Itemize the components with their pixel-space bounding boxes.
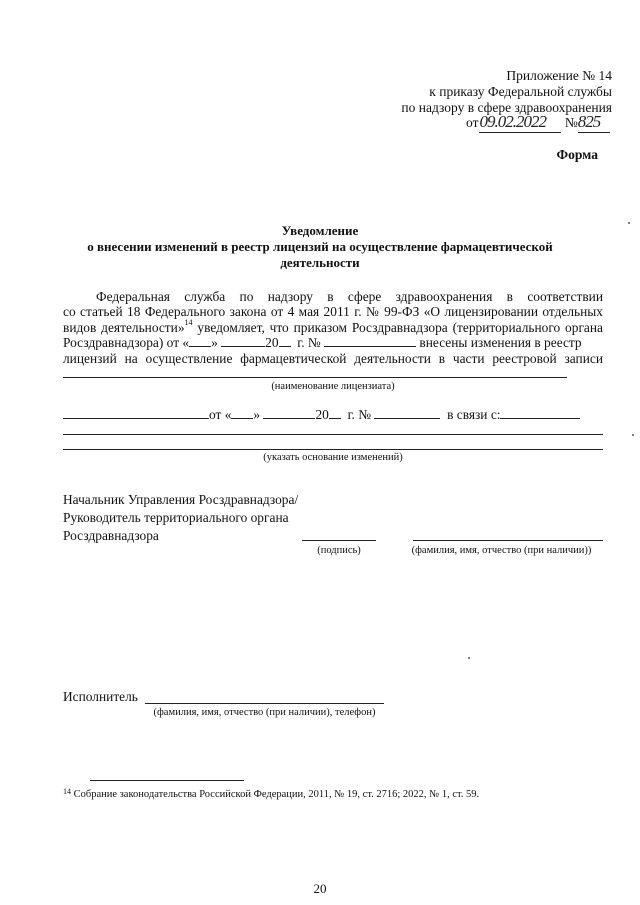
- signature-caption: (подпись): [317, 545, 361, 556]
- paragraph-line-1: Федеральная служба по надзору в сфере здравоохранения в соответствии: [96, 289, 603, 304]
- number-prefix: №: [564, 115, 578, 130]
- page-number: 20: [313, 881, 327, 896]
- scan-speck: [628, 222, 630, 224]
- order-number-blank[interactable]: [324, 335, 416, 347]
- basis-line-2[interactable]: [63, 449, 603, 450]
- appendix-agency-line: по надзору в сфере здравоохранения: [401, 100, 612, 115]
- footnote-body: Собрание законодательства Российской Федерации, 2011, № 19, ст. 2716; 2022, № 1, ст. 59.: [71, 789, 480, 800]
- row-year-blank[interactable]: [329, 407, 341, 419]
- basis-line-1[interactable]: [63, 434, 603, 435]
- scan-speck: [468, 657, 470, 659]
- order-date-close: »: [211, 335, 218, 350]
- registry-entry-blank[interactable]: [63, 407, 209, 419]
- document-subtitle-line2: деятельности: [280, 255, 360, 270]
- year-blank[interactable]: [279, 335, 291, 347]
- document-title: Уведомление: [281, 223, 359, 238]
- row-number-label: г. №: [347, 407, 372, 422]
- basis-caption: (указать основание изменений): [263, 452, 403, 463]
- signatory-name-caption: (фамилия, имя, отчество (при наличии)): [411, 545, 592, 556]
- signatory-title-line2: Руководитель территориального органа: [63, 510, 289, 525]
- footnote-mark: 14: [63, 787, 71, 796]
- reason-blank[interactable]: [500, 407, 580, 419]
- executor-line[interactable]: [145, 703, 384, 704]
- date-prefix: от: [466, 115, 479, 130]
- row-year-prefix: 20: [315, 407, 329, 422]
- row-day-blank[interactable]: [231, 407, 253, 419]
- signature-line[interactable]: [302, 540, 376, 541]
- handwritten-number: 825: [578, 112, 610, 133]
- row-date-close: »: [253, 407, 261, 422]
- document-subtitle-line1: о внесении изменений в реестр лицензий на осуществление фармацевтической: [87, 239, 553, 254]
- row-number-blank[interactable]: [374, 407, 440, 419]
- form-label: Форма: [556, 147, 598, 162]
- reason-label: в связи с:: [447, 407, 501, 422]
- footnote-reference: 14: [184, 318, 193, 327]
- order-date-open: Росздравнадзора) от «: [63, 335, 190, 350]
- licensee-name-line[interactable]: [63, 377, 567, 378]
- registry-row: [63, 407, 580, 423]
- appendix-number: Приложение № 14: [506, 68, 612, 83]
- scan-speck: [632, 434, 634, 436]
- paragraph-line-5: лицензий на осуществление фармацевтической деятельности в части реестровой записи: [63, 351, 603, 366]
- paragraph-line-2: со статьей 18 Федерального закона от 4 мая 2011 г. № 99-ФЗ «О лицензировании отдельных: [63, 304, 603, 319]
- paragraph-line-4: [63, 335, 582, 351]
- order-year-prefix: 20: [265, 335, 279, 350]
- signatory-title-line3: Росздравнадзора: [63, 528, 159, 543]
- signatory-name-line[interactable]: [413, 540, 603, 541]
- executor-caption: (фамилия, имя, отчество (при наличии), телефон): [153, 707, 376, 718]
- order-number-label: г. №: [297, 335, 321, 350]
- changes-made-text: внесены изменения в реестр: [419, 335, 582, 350]
- row-date-open: от «: [209, 407, 232, 422]
- footnote-separator: [90, 780, 244, 781]
- paragraph-line-3-end: уведомляет, что приказом Росздравнадзора (территориального органа: [192, 320, 603, 335]
- row-month-blank[interactable]: [263, 407, 315, 419]
- order-date-line: [466, 112, 610, 133]
- day-blank[interactable]: [189, 335, 211, 347]
- month-blank[interactable]: [221, 335, 265, 347]
- licensee-caption: (наименование лицензиата): [271, 381, 395, 392]
- paragraph-line-3-start: видов деятельности»: [63, 320, 185, 335]
- footnote-text: [63, 789, 479, 800]
- paragraph-line-3: [63, 320, 603, 336]
- appendix-order-line: к приказу Федеральной службы: [429, 84, 612, 99]
- signatory-title-line1: Начальник Управления Росздравнадзора/: [63, 492, 299, 507]
- executor-label: Исполнитель: [63, 689, 138, 704]
- handwritten-date: 09.02.2022: [479, 112, 561, 133]
